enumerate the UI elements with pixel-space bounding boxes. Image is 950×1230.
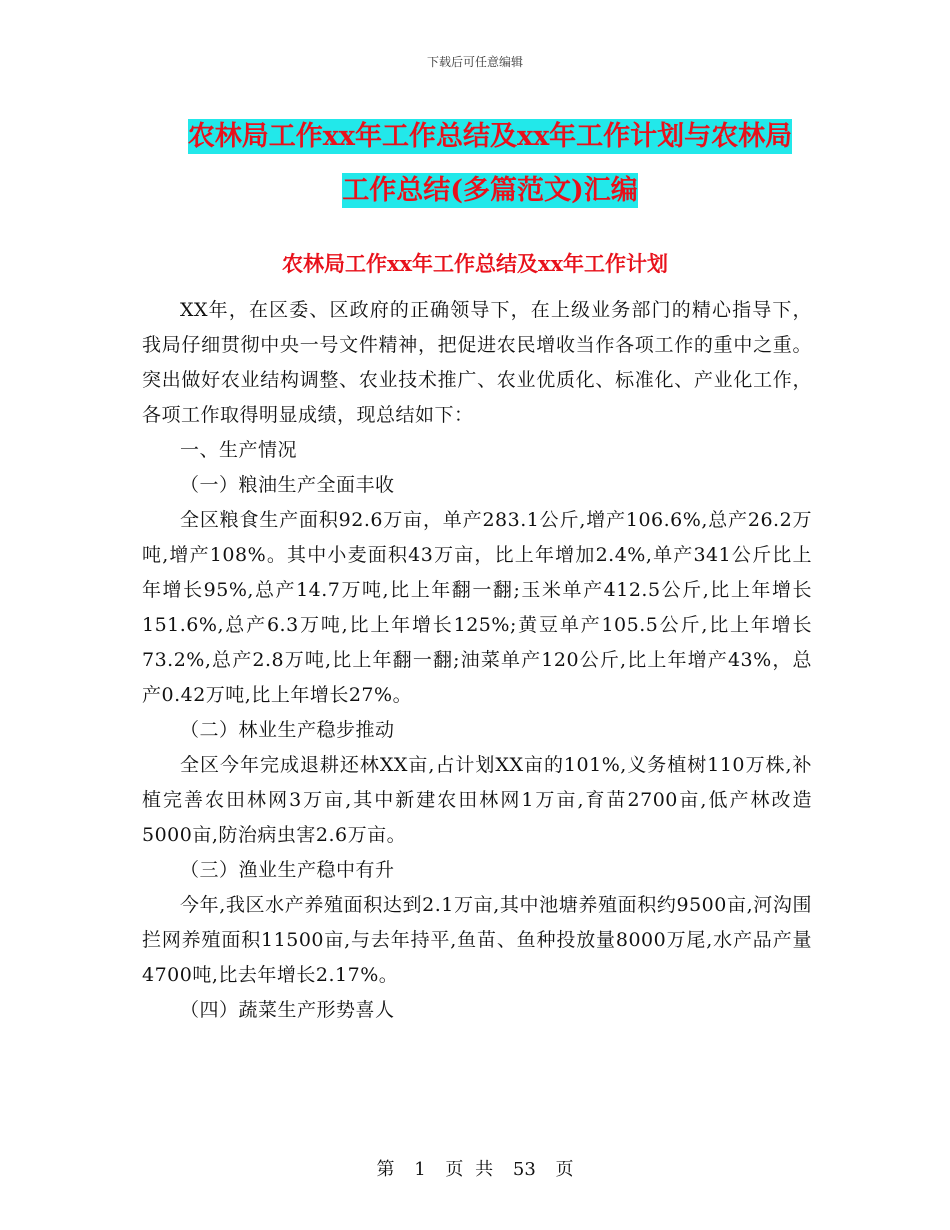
main-title [140, 110, 840, 218]
footer-total-pages: 53 [512, 1159, 536, 1180]
paragraph-grain-oil: 全区粮食生产面积92.6万亩，单产283.1公斤,增产106.6%,总产26.2万吨,增产108%。其中小麦面积43万亩，比上年增加2.4%,单产341公斤比上年增长95%,总产14.7万吨,比上年翻一翻;玉米单产412.5公斤,比上年增长151.6%,总产6.3万吨,比上年增长125%;黄豆单产105.5公斤,比上年增长73.2%,总产2.8万吨,比上年翻一翻;油菜单产120公斤,比上年增产43%，总产0.42万吨,比上年增长27%。 [142, 509, 812, 706]
main-title-line-1: 农林局工作xx年工作总结及xx年工作计划与农林局 [187, 121, 793, 152]
footer-suffix: 页 [555, 1159, 574, 1180]
heading-vegetables: （四）蔬菜生产形势喜人 [180, 999, 395, 1021]
footer-mid: 页 共 [445, 1159, 494, 1180]
page-footer [0, 1155, 950, 1181]
paragraph-fishery: 今年,我区水产养殖面积达到2.1万亩,其中池塘养殖面积约9500亩,河沟围拦网养殖面积11500亩,与去年持平,鱼苗、鱼种投放量8000万尾,水产品产量4700吨,比去年增长2.17%。 [142, 894, 812, 986]
main-title-line-2: 工作总结(多篇范文)汇编 [342, 175, 638, 206]
body-text [142, 293, 812, 1028]
header-note: 下载后可任意编辑 [426, 55, 523, 69]
section-title: 农林局工作xx年工作总结及xx年工作计划 [281, 251, 669, 276]
paragraph-intro: XX年，在区委、区政府的正确领导下，在上级业务部门的精心指导下，我局仔细贯彻中央一号文件精神，把促进农民增收当作各项工作的重中之重。突出做好农业结构调整、农业技术推广、农业优质化、标准化、产业化工作，各项工作取得明显成绩，现总结如下： [142, 299, 812, 426]
footer-page-number: 1 [414, 1159, 426, 1180]
heading-production: 一、生产情况 [180, 439, 298, 461]
heading-fishery: （三）渔业生产稳中有升 [180, 859, 395, 881]
heading-forestry: （二）林业生产稳步推动 [180, 719, 395, 741]
paragraph-forestry: 全区今年完成退耕还林XX亩,占计划XX亩的101%,义务植树110万株,补植完善农田林网3万亩,其中新建农田林网1万亩,育苗2700亩,低产林改造5000亩,防治病虫害2.6万亩。 [142, 754, 812, 846]
heading-grain-oil: （一）粮油生产全面丰收 [180, 474, 395, 496]
footer-prefix: 第 [376, 1159, 395, 1180]
